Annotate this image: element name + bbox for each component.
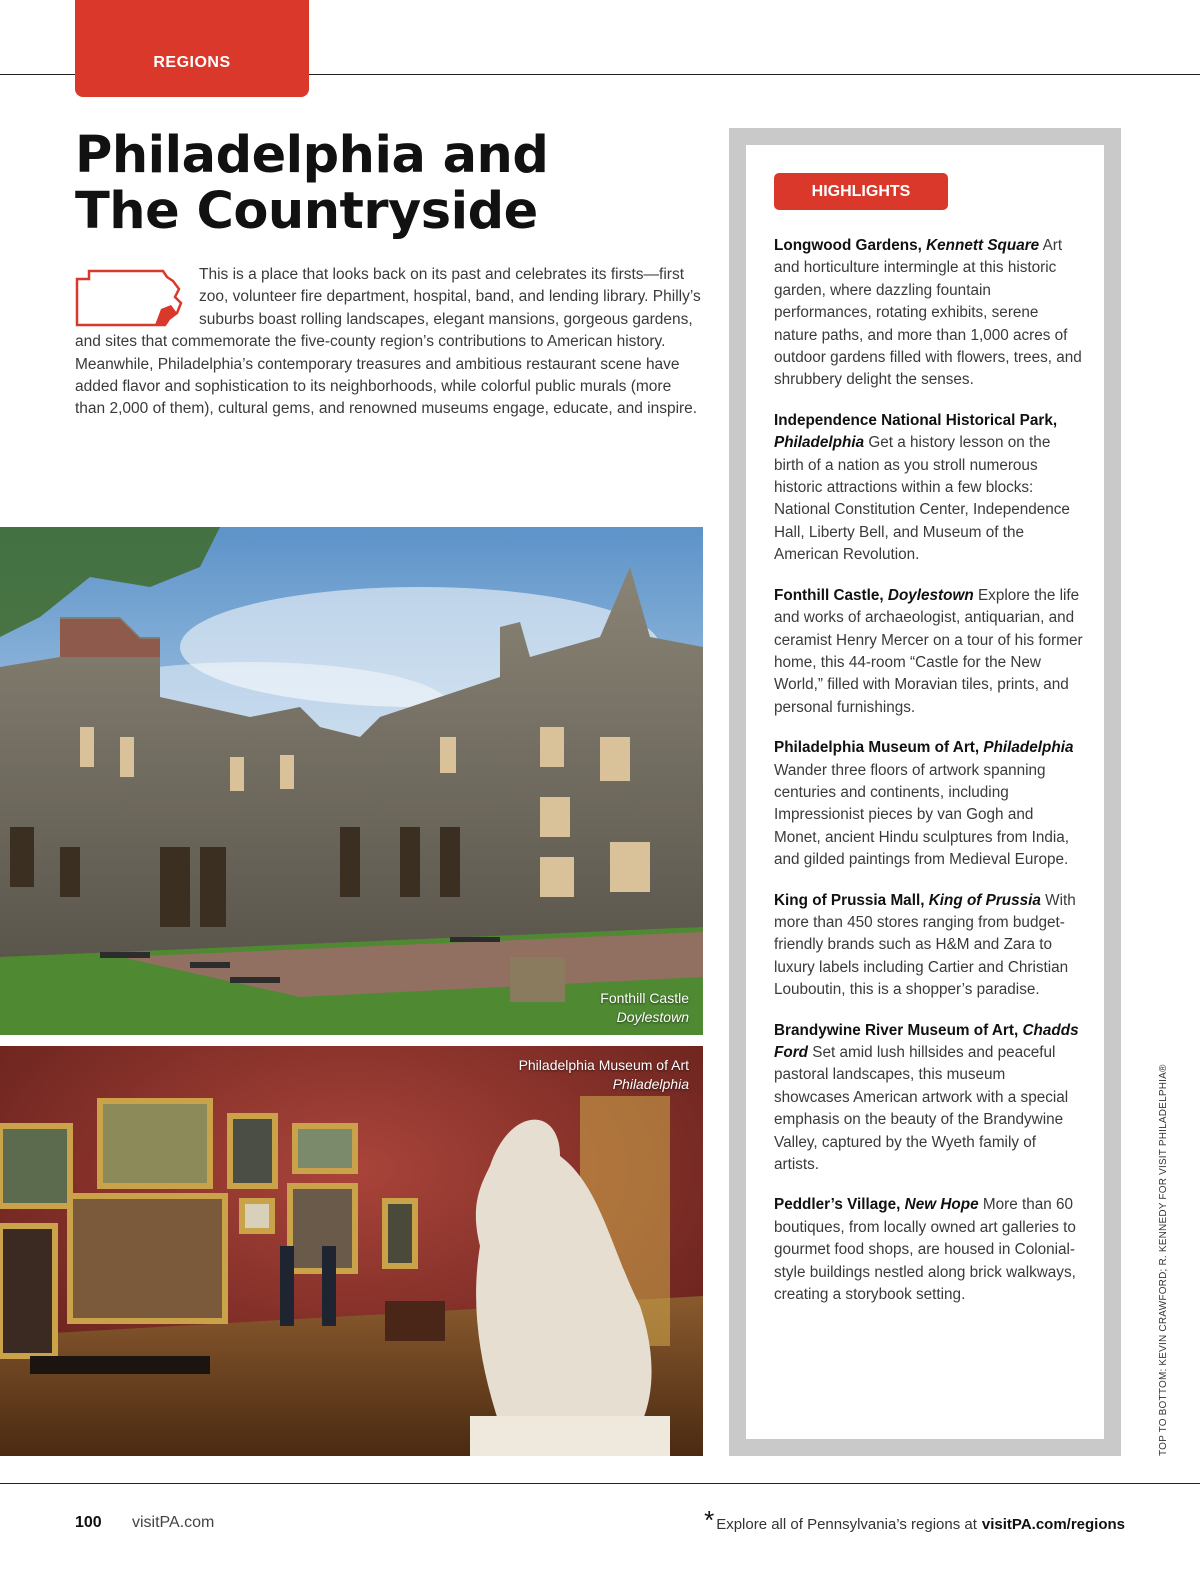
caption-name: Fonthill Castle	[600, 990, 689, 1006]
caption-place: Doylestown	[616, 1009, 689, 1025]
footer-explore	[704, 1505, 1125, 1535]
page-title	[75, 128, 715, 240]
intro-paragraph	[75, 264, 703, 421]
title-line-1: Philadelphia and	[75, 126, 549, 185]
highlight-item	[774, 410, 1084, 567]
highlight-item	[774, 737, 1084, 871]
highlight-place: Philadelphia	[983, 739, 1074, 757]
caption-name: Philadelphia Museum of Art	[518, 1057, 689, 1073]
gallery-illustration	[0, 1046, 703, 1456]
highlight-item	[774, 1020, 1084, 1177]
highlight-item	[774, 235, 1084, 392]
page-number: 100	[75, 1514, 102, 1531]
castle-illustration	[0, 527, 703, 1035]
highlight-place: New Hope	[904, 1196, 979, 1214]
highlight-text: Explore the life and works of archaeologist, antiquarian, and ceramist Henry Mercer on a tour of his former home, this 44-room “Castle for the New World,” filled with Moravian tiles, prints, and personal furnishings.	[774, 586, 1083, 716]
highlight-name: Brandywine River Museum of Art,	[774, 1021, 1023, 1039]
regions-link[interactable]: visitPA.com/regions	[981, 1516, 1125, 1533]
intro-text: This is a place that looks back on its past and celebrates its firsts—first zoo, volunteer fire department, hospital, band, and lending library. Philly’s suburbs boast rolling landscapes, elegant mansions, gorgeous gardens, and sites that commemorate the five-county region’s contributions to American history. Meanwhile, Philadelphia’s contemporary treasures and ambitious restaurant scene have added flavor and sophistication to its neighborhoods, while colorful public murals (more than 2,000 of them), cultural gems, and renowned museums engage, educate, and inspire.	[75, 266, 701, 418]
pennsylvania-map-icon	[75, 269, 185, 327]
highlights-badge: HIGHLIGHTS	[774, 173, 948, 210]
highlight-name: Peddler’s Village,	[774, 1196, 905, 1214]
highlight-text: Wander three floors of artwork spanning centuries and continents, including Impressionist pieces by van Gogh and Monet, ancient Hindu sculptures from India, and gilded paintings from Medieval Europe.	[774, 761, 1070, 869]
highlight-place: King of Prussia	[928, 891, 1041, 909]
highlight-name: Fonthill Castle,	[774, 586, 888, 604]
museum-of-art-photo	[0, 1046, 703, 1456]
asterisk-icon: *	[704, 1505, 715, 1535]
highlight-name: Philadelphia Museum of Art,	[774, 739, 984, 757]
highlights-sidebar	[729, 128, 1121, 1456]
highlight-text: More than 60 boutiques, from locally owned art galleries to gourmet food shops, are housed in Colonial-style buildings nestled along brick walkways, creating a storybook setting.	[774, 1196, 1076, 1304]
highlight-item	[774, 585, 1084, 719]
site-url[interactable]: visitPA.com	[132, 1514, 215, 1531]
highlight-text: With more than 450 stores ranging from budget-friendly brands such as H&M and Zara to luxury labels including Cartier and Christian Louboutin, this is a shopper’s paradise.	[774, 891, 1076, 999]
highlights-list	[774, 235, 1084, 1324]
highlight-item	[774, 890, 1084, 1002]
castle-caption	[600, 989, 689, 1027]
highlight-text: Get a history lesson on the birth of a nation as you stroll numerous historic attractions within a few blocks: National Constitution Center, Independence Hall, Liberty Bell, and Museum of the American Revolution.	[774, 434, 1070, 564]
museum-caption	[519, 1056, 689, 1094]
fonthill-castle-photo	[0, 527, 703, 1035]
highlight-text: Art and horticulture intermingle at this historic garden, where dazzling fountain performances, rotating exhibits, serene nature paths, and more than 1,000 acres of outdoor gardens filled with flowers, trees, and shrubbery delight the senses.	[774, 237, 1082, 389]
highlights-panel	[746, 145, 1104, 1439]
bottom-rule	[0, 1483, 1200, 1484]
photo-credit: TOP TO BOTTOM: KEVIN CRAWFORD; R. KENNEDY FOR VISIT PHILADELPHIA®	[1158, 1064, 1169, 1456]
highlight-place: Kennett Square	[926, 237, 1040, 254]
highlight-place: Philadelphia	[774, 434, 865, 452]
highlight-name: King of Prussia Mall,	[774, 891, 929, 909]
explore-text: Explore all of Pennsylvania’s regions at	[716, 1516, 977, 1533]
section-tab[interactable]: REGIONS	[75, 0, 309, 97]
highlight-item	[774, 1194, 1084, 1306]
highlight-name: Independence National Historical Park,	[774, 411, 1058, 429]
caption-place: Philadelphia	[612, 1076, 689, 1092]
highlight-text: Set amid lush hillsides and peaceful pastoral landscapes, this museum showcases American artwork with a special emphasis on the beauty of the Brandywine Valley, captured by the Wyeth family of artists.	[774, 1044, 1069, 1174]
highlight-place: Chadds Ford	[774, 1021, 1079, 1061]
highlight-name: Longwood Gardens,	[774, 237, 927, 254]
highlight-place: Doylestown	[887, 586, 974, 604]
title-line-2: The Countryside	[75, 182, 538, 241]
